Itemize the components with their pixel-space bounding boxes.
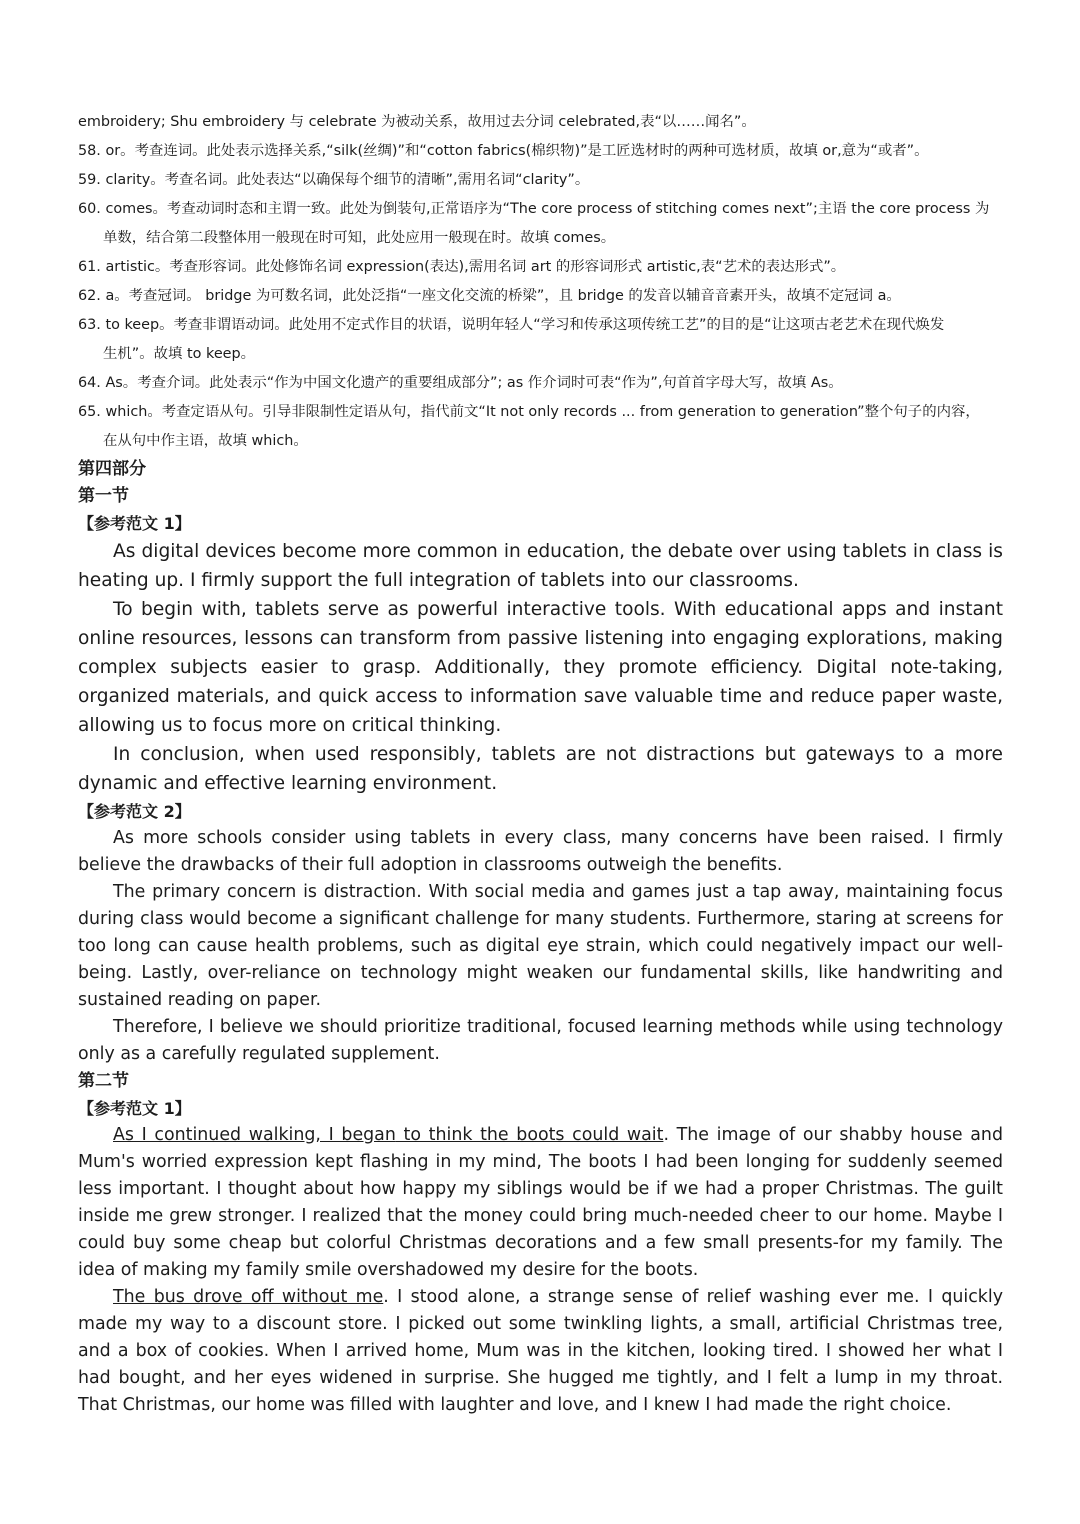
document-page — [78, 108, 1003, 1419]
essay-paragraph: As more schools consider using tablets in every class, many concerns have been raised. I firmly believe the drawbacks of their full adoption in classrooms outweigh the benefits. — [78, 828, 1003, 875]
note-text: 58. or。考查连词。此处表示选择关系,“silk(丝绸)”和“cotton fabrics(棉织物)”是工匠选材时的两种可选材质，故填 or,意为“或者”。 — [78, 143, 929, 159]
note-59 — [78, 166, 1003, 195]
underlined-lead-sentence: As I continued walking, I began — [113, 1125, 396, 1145]
essay-section1-sample1 — [78, 537, 1003, 798]
note-64 — [78, 369, 1003, 398]
essay-paragraph: As digital devices become more common in education, the debate over using tablets in class is heating up. I firmly support the full integration of tablets into our classrooms. — [78, 541, 1003, 591]
essay-paragraph: The primary concern is distraction. With social media and games just a tap away, maintaining focus during class would become a significant challenge for many students. Furthermore, staring at screens for too long can cause health problems, such as digital eye strain, which could negatively impact our well-being. Lastly, over-reliance on technology might weaken our fundamental skills, like handwriting and sustained reading on paper. — [78, 882, 1003, 1010]
note-65 — [78, 398, 1003, 456]
underlined-lead-sentence: to think the boots could wait — [395, 1125, 664, 1145]
note-text: 61. artistic。考查形容词。此处修饰名词 expression(表达),需用名词 art 的形容词形式 artistic,表“艺术的表达形式”。 — [78, 259, 846, 275]
note-continuation: 生机”。故填 to keep。 — [103, 346, 256, 362]
note-continuation: 在从句中作主语，故填 which。 — [103, 433, 308, 449]
note-text: 63. to keep。考查非谓语动词。此处用不定式作目的状语，说明年轻人“学习和传承这项传统工艺”的目的是“让这项古老艺术在现代焕发 — [78, 317, 945, 333]
note-60 — [78, 195, 1003, 253]
note-63 — [78, 311, 1003, 369]
sample-label: 【参考范文 1】 — [78, 1099, 191, 1118]
essay-paragraph: Therefore, I believe we should prioritize traditional, focused learning methods while using technology only as a carefully regulated supplement. — [78, 1017, 1003, 1064]
essay-paragraph: In conclusion, when used responsibly, tablets are not distractions but gateways to a more dynamic and effective learning environment. — [78, 744, 1003, 794]
part4-heading: 第四部分 — [78, 459, 146, 479]
essay-paragraph — [78, 1122, 1003, 1284]
note-57-tail: embroidery; Shu embroidery 与 celebrate 为被动关系，故用过去分词 celebrated,表“以……闻名”。 — [78, 114, 756, 130]
section1-heading: 第一节 — [78, 486, 129, 506]
sample-label: 【参考范文 2】 — [78, 802, 191, 821]
note-text: 65. which。考查定语从句。引导非限制性定语从句，指代前文“It not only records ... from generation to generation”整个句子的内容， — [78, 404, 980, 420]
essay-paragraph: To begin with, tablets serve as powerful interactive tools. With educational apps and instant online resources, lessons can transform from passive listening into engaging explorations, making complex subjects easier to grasp. Additionally, they promote efficiency. Digital note-taking, organized materials, and quick access to information save valuable time and reduce paper waste, allowing us to focus more on critical thinking. — [78, 599, 1003, 736]
paragraph-body: . The image of our shabby house and Mum's worried expression kept flashing in my mind, The boots I had been longing for suddenly seemed less important. I thought about how happy my siblings would be if we had a proper Christmas. The guilt inside me grew stronger. I realized that the money could bring much-needed cheer to our home. Maybe I could buy some cheap but colorful Christmas decorations and a few small presents-for my family. The idea of making my family smile overshadowed my desire for the boots. — [78, 1125, 1003, 1280]
note-62 — [78, 282, 1003, 311]
note-text: 60. comes。考查动词时态和主谓一致。此处为倒装句,正常语序为“The core process of stitching comes next”;主语 the core process 为 — [78, 201, 990, 217]
sample-label: 【参考范文 1】 — [78, 514, 191, 533]
answer-notes — [78, 108, 1003, 456]
note-continuation: 单数，结合第二段整体用一般现在时可知，此处应用一般现在时。故填 comes。 — [103, 230, 616, 246]
underlined-lead-sentence: The bus drove off without me — [113, 1287, 384, 1307]
note-58 — [78, 137, 1003, 166]
essay-paragraph — [78, 1284, 1003, 1419]
section2-heading: 第二节 — [78, 1071, 129, 1091]
paragraph-body: . I stood alone, a strange sense of relief washing ever me. I quickly made my way to a discount store. I picked out some twinkling lights, a small, artificial Christmas tree, and a box of cookies. When I arrived home, Mum was in the kitchen, looking tired. I showed her what I had bought, and her eyes widened in surprise. She hugged me tightly, and I felt a lump in my throat. That Christmas, our home was filled with laughter and love, and I knew I had made the right choice. — [78, 1287, 1003, 1415]
essay-section2-sample1 — [78, 1122, 1003, 1419]
note-text: 59. clarity。考查名词。此处表达“以确保每个细节的清晰”,需用名词“clarity”。 — [78, 172, 590, 188]
note-text: 62. a。考查冠词。 bridge 为可数名词，此处泛指“一座文化交流的桥梁”，且 bridge 的发音以辅音音素开头，故填不定冠词 a。 — [78, 288, 901, 304]
note-text: 64. As。考查介词。此处表示“作为中国文化遗产的重要组成部分”; as 作介词时可表“作为”,句首首字母大写，故填 As。 — [78, 375, 843, 391]
note-61 — [78, 253, 1003, 282]
essay-section1-sample2 — [78, 825, 1003, 1068]
